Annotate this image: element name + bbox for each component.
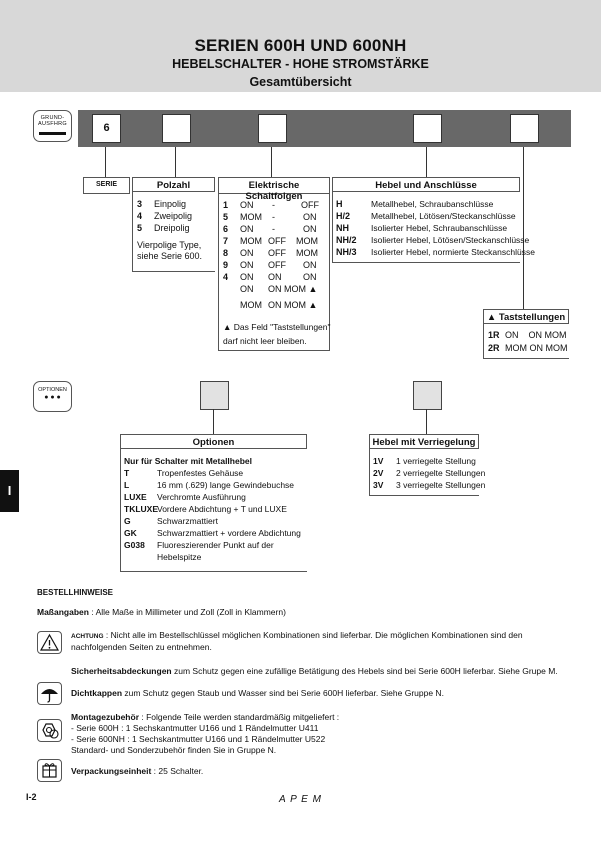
option-text: 16 mm (.629) lange Gewindebuchse	[157, 480, 295, 490]
polzahl-note: Vierpolige Type,	[137, 240, 202, 250]
option-code: G	[124, 516, 131, 526]
optionen-dots: ● ● ●	[44, 394, 61, 401]
schaltfolgen-panel	[218, 177, 330, 351]
schaltfolge-c: MOM	[296, 236, 318, 246]
option-text: Tropenfestes Gehäuse	[157, 468, 244, 478]
schaltfolge-a: ON	[240, 200, 254, 210]
option-box-verriegelung[interactable]	[413, 381, 442, 410]
page-subtitle: HEBELSCHALTER - HOHE STROMSTÄRKE	[172, 57, 429, 71]
montage-label: Montagezubehör	[71, 712, 139, 722]
achtung-line2: nachfolgenden Seiten zu entnehmen.	[71, 642, 212, 652]
schaltfolge-c: OFF	[301, 200, 319, 210]
schaltfolge-code: 9	[223, 260, 229, 270]
code-box-hebel[interactable]	[413, 114, 442, 143]
option-text: Hebelspitze	[157, 552, 202, 562]
polzahl-text: Zweipolig	[154, 211, 193, 221]
code-box-schaltfolgen[interactable]	[258, 114, 287, 143]
schaltfolge-code: 7	[223, 236, 229, 246]
taststellung-code: 2R	[488, 343, 500, 353]
option-text: Schwarzmattiert	[157, 516, 218, 526]
verpackung-text: : 25 Schalter.	[151, 766, 204, 776]
brand-footer: A P E M	[279, 794, 322, 805]
option-code: L	[124, 480, 130, 490]
sicherheit-text: zum Schutz gegen eine zufällige Betätigung des Hebels sind bei Serie 600H lieferbar. Siehe Grupe M.	[171, 666, 558, 676]
order-code-bar	[78, 110, 571, 147]
connector-line	[105, 147, 106, 177]
achtung-label: ACHTUNG	[71, 633, 104, 640]
option-text: Schwarzmattiert + vordere Abdichtung	[157, 528, 301, 538]
montage-line4: Standard- und Sonderzubehör finden Sie in Gruppe N.	[71, 745, 277, 755]
verriegelung-text: 3 verriegelte Stellungen	[396, 480, 486, 490]
taststellung-code: 1R	[488, 330, 500, 340]
hebel-text: Isolierter Hebel, Lötösen/Steckanschlüsse	[371, 235, 530, 245]
connector-line	[175, 147, 176, 177]
option-box-optionen[interactable]	[200, 381, 229, 410]
schaltfolge-a: MOM	[240, 300, 262, 310]
page-number: I-2	[26, 792, 37, 802]
connector-line	[213, 409, 214, 434]
schaltfolgen-note: ▲ Das Feld "Taststellungen"	[223, 322, 331, 332]
masse-text: : Alle Maße in Millimeter und Zoll (Zoll in Klammern)	[88, 607, 286, 617]
polzahl-panel	[132, 177, 215, 272]
polzahl-text: Dreipolig	[154, 223, 190, 233]
dicht-text: zum Schutz gegen Staub und Wasser sind bei Serie 600H lieferbar. Siehe Gruppe N.	[122, 688, 444, 698]
schaltfolge-b: OFF	[268, 260, 286, 270]
section-tab-letter: I	[7, 483, 12, 498]
option-text: Fluoreszierender Punkt auf der	[157, 540, 274, 550]
option-code: T	[124, 468, 130, 478]
optionen-subtitle: Nur für Schalter mit Metallhebel	[124, 456, 252, 466]
optionen-icon-label: OPTIONEN	[38, 387, 67, 393]
page-header	[0, 0, 601, 92]
dicht-line	[71, 688, 444, 699]
schaltfolge-a: ON	[240, 272, 254, 282]
schaltfolge-c: MOM	[296, 248, 318, 258]
taststellung-text: MOM ON MOM	[505, 343, 568, 353]
verpackung-line	[71, 766, 203, 777]
verriegelung-panel	[369, 434, 486, 496]
schaltfolge-code: 6	[223, 224, 229, 234]
hebel-panel	[332, 177, 535, 263]
code-box-taststellungen[interactable]	[510, 114, 539, 143]
taststellungen-panel	[483, 309, 569, 359]
hebel-code: NH/2	[336, 235, 357, 245]
polzahl-code: 3	[137, 199, 143, 209]
option-text: Verchromte Ausführung	[157, 492, 246, 502]
dicht-label: Dichtkappen	[71, 688, 123, 698]
schaltfolge-code: 4	[223, 272, 229, 282]
polzahl-code: 5	[137, 223, 143, 233]
verriegelung-title: Hebel mit Verriegelung	[372, 437, 476, 448]
masse-line	[37, 607, 286, 618]
page-title: SERIEN 600H UND 600NH	[194, 36, 407, 55]
page-subtitle-overview: Gesamtübersicht	[249, 75, 352, 89]
connector-line	[426, 409, 427, 434]
montage-line1: : Folgende Teile werden standardmäßig mitgeliefert :	[139, 712, 340, 722]
hebel-code: H	[336, 199, 343, 209]
schaltfolge-c: ON	[303, 260, 317, 270]
montage-line3: - Serie 600NH : 1 Sechskantmutter U166 und 1 Rändelmutter U522	[71, 734, 326, 744]
polzahl-title: Polzahl	[156, 180, 191, 191]
verriegelung-text: 1 verriegelte Stellung	[396, 456, 476, 466]
montage-line2: - Serie 600H : 1 Sechskantmutter U166 und 1 Rändelmutter U411	[71, 723, 319, 733]
schaltfolge-b: -	[272, 200, 275, 210]
optionen-panel	[120, 434, 307, 572]
code-box-polzahl[interactable]	[162, 114, 191, 143]
schaltfolge-code: 5	[223, 212, 229, 222]
grund-ausfuehrung-icon	[33, 110, 72, 142]
verriegelung-code: 3V	[373, 480, 384, 490]
schaltfolge-a: MOM	[240, 212, 262, 222]
polzahl-code: 4	[137, 211, 143, 221]
option-code: LUXE	[124, 492, 147, 502]
schaltfolge-a: ON	[240, 224, 254, 234]
connector-line	[271, 147, 272, 177]
taststellung-text: ON ON MOM	[505, 330, 567, 340]
sicherheit-label: Sicherheitsabdeckungen	[71, 666, 172, 676]
code-digit: 6	[103, 122, 110, 134]
polzahl-text: Einpolig	[154, 199, 187, 209]
option-code: G038	[124, 540, 145, 550]
grund-label-line2: AUSFHRG	[38, 121, 67, 127]
schaltfolge-b: OFF	[268, 248, 286, 258]
hebel-code: H/2	[336, 211, 351, 221]
schaltfolge-code: 1	[223, 200, 229, 210]
hebel-code: NH	[336, 223, 349, 233]
schaltfolge-b: ON MOM ▲	[268, 284, 318, 294]
schaltfolge-b: -	[272, 212, 275, 222]
polzahl-note: siehe Serie 600.	[137, 251, 203, 261]
hebel-text: Isolierter Hebel, normierte Steckanschlüsse	[371, 247, 535, 257]
masse-label: Maßangaben	[37, 607, 89, 617]
schaltfolge-code: 8	[223, 248, 229, 258]
hebel-text: Isolierter Hebel, Schraubanschlüsse	[371, 223, 508, 233]
hebel-code: NH/3	[336, 247, 357, 257]
schaltfolge-b: OFF	[268, 236, 286, 246]
schaltfolge-c: ON	[303, 224, 317, 234]
serie-label: SERIE	[95, 181, 117, 188]
package-icon	[37, 759, 62, 782]
sicherheit-line	[71, 666, 558, 677]
grund-bar	[39, 132, 66, 135]
hardware-nut-icon	[37, 719, 62, 742]
code-box-series	[92, 114, 121, 143]
schaltfolge-b: ON MOM ▲	[268, 300, 318, 310]
verpackung-label: Verpackungseinheit	[71, 766, 152, 776]
option-text: Vordere Abdichtung + T und LUXE	[157, 504, 287, 514]
option-code: TKLUXE	[124, 504, 158, 514]
schaltfolge-c: ON	[303, 272, 317, 282]
serie-label-box	[83, 177, 130, 194]
schaltfolge-a: ON	[240, 260, 254, 270]
optionen-icon	[33, 381, 72, 412]
hebel-text: Metallhebel, Schraubanschlüsse	[371, 199, 494, 209]
connector-line	[426, 147, 427, 177]
schaltfolgen-note: darf nicht leer bleiben.	[223, 336, 307, 346]
hebel-title: Hebel und Anschlüsse	[375, 180, 477, 191]
schaltfolge-b: -	[272, 224, 275, 234]
schaltfolge-a: MOM	[240, 236, 262, 246]
schaltfolge-a: ON	[240, 248, 254, 258]
section-tab-marker	[0, 470, 19, 512]
verriegelung-text: 2 verriegelte Stellungen	[396, 468, 486, 478]
verriegelung-code: 1V	[373, 456, 384, 466]
taststellungen-title: ▲ Taststellungen	[486, 312, 566, 323]
hebel-text: Metallhebel, Lötösen/Steckanschlüsse	[371, 211, 516, 221]
achtung-text	[71, 630, 571, 653]
hinweise-heading: BESTELLHINWEISE	[37, 588, 114, 597]
schaltfolge-a: ON	[240, 284, 254, 294]
option-code: GK	[124, 528, 137, 538]
schaltfolge-c: ON	[303, 212, 317, 222]
verriegelung-code: 2V	[373, 468, 384, 478]
grund-label-line1: GRUND-	[40, 115, 65, 121]
optionen-title: Optionen	[192, 437, 235, 448]
umbrella-icon	[37, 682, 62, 705]
schaltfolge-b: ON	[268, 272, 282, 282]
warning-icon	[37, 631, 62, 654]
schaltfolgen-title: Elektrische Schaltfolgen	[245, 180, 303, 202]
achtung-line1: : Nicht alle im Bestellschlüssel möglichen Kombinationen sind lieferbar. Die möglichen Kombinationen sind den	[103, 630, 523, 640]
montage-text	[71, 712, 339, 756]
connector-line	[523, 147, 524, 309]
